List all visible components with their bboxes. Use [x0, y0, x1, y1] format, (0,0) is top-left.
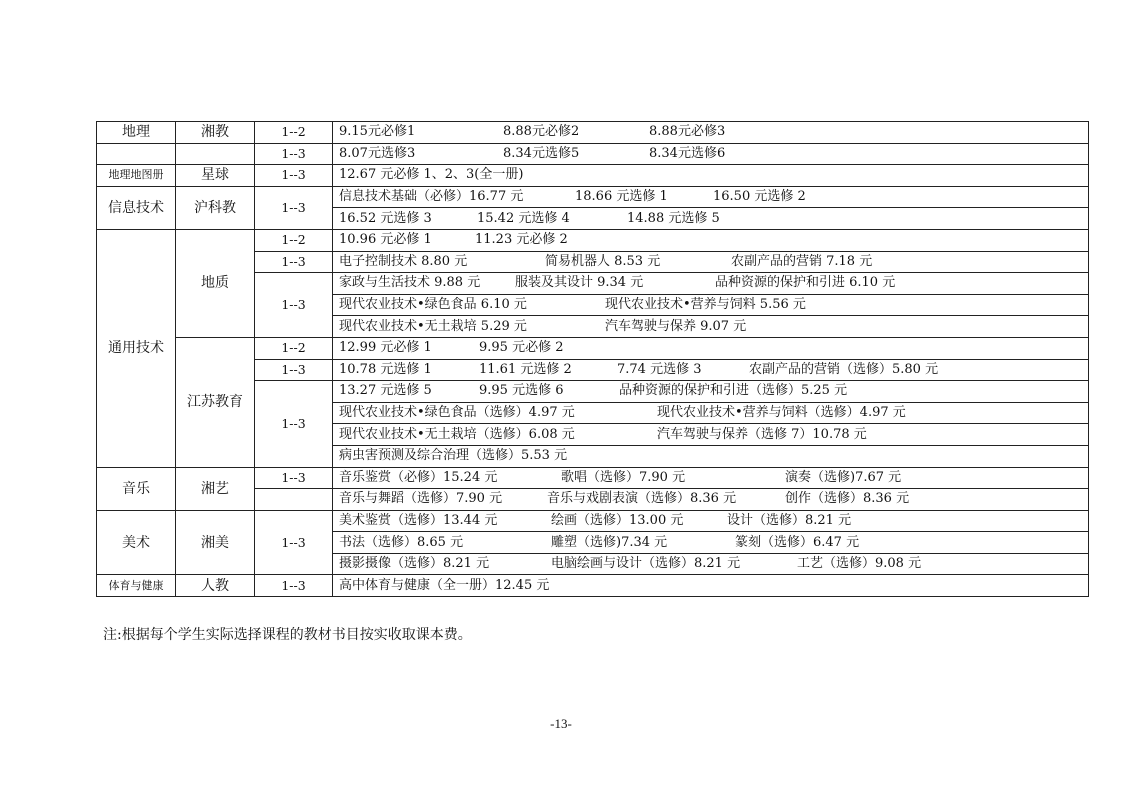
price-item: 创作（选修）8.36 元	[785, 491, 910, 507]
subject-cell: 地理	[97, 122, 176, 144]
price-cell	[333, 273, 1089, 295]
price-item: 18.66 元选修 1	[575, 189, 668, 205]
table-row	[97, 467, 1089, 489]
grade-cell: 1--3	[255, 381, 333, 467]
price-cell	[333, 510, 1089, 532]
price-cell	[333, 424, 1089, 446]
price-item: 8.34元选修6	[649, 145, 726, 161]
price-item: 10.78 元选修 1	[339, 361, 432, 377]
publisher-cell: 星球	[176, 165, 255, 187]
subject-cell: 体育与健康	[97, 575, 176, 597]
price-item: 8.07元选修3	[339, 145, 416, 161]
price-cell	[333, 316, 1089, 338]
publisher-cell: 湘教	[176, 122, 255, 144]
price-item: 9.95 元选修 6	[479, 383, 564, 399]
price-cell	[333, 294, 1089, 316]
price-item: 设计（选修）8.21 元	[727, 512, 852, 528]
price-item: 现代农业技术•无土栽培 5.29 元	[339, 318, 527, 334]
price-item: 9.15元必修1	[339, 124, 416, 140]
grade-cell: 1--3	[255, 143, 333, 165]
price-cell	[333, 122, 1089, 144]
price-item: 15.42 元选修 4	[477, 210, 570, 226]
price-item: 现代农业技术•无土栽培（选修）6.08 元	[339, 426, 575, 442]
table-row	[97, 229, 1089, 251]
price-cell	[333, 381, 1089, 403]
empty-cell	[176, 143, 255, 165]
price-item: 雕塑（选修)7.34 元	[551, 534, 668, 550]
price-cell	[333, 165, 1089, 187]
price-cell	[333, 402, 1089, 424]
price-item: 简易机器人 8.53 元	[545, 253, 661, 269]
price-item: 现代农业技术•绿色食品 6.10 元	[339, 297, 527, 313]
price-cell	[333, 251, 1089, 273]
price-item: 12.99 元必修 1	[339, 340, 432, 356]
price-item: 16.52 元选修 3	[339, 210, 432, 226]
price-item: 汽车驾驶与保养 9.07 元	[605, 318, 747, 334]
empty-cell	[255, 489, 333, 511]
price-item: 电子控制技术 8.80 元	[339, 253, 468, 269]
price-item: 7.74 元选修 3	[617, 361, 702, 377]
price-cell	[333, 445, 1089, 467]
empty-cell	[97, 143, 176, 165]
publisher-cell: 湘美	[176, 510, 255, 575]
price-item: 家政与生活技术 9.88 元	[339, 275, 481, 291]
table-row	[97, 337, 1089, 359]
table-row	[97, 122, 1089, 144]
price-item: 11.23 元必修 2	[475, 232, 568, 248]
price-item: 现代农业技术•营养与饲料 5.56 元	[605, 297, 806, 313]
price-cell	[333, 337, 1089, 359]
price-cell	[333, 532, 1089, 554]
subject-cell: 信息技术	[97, 186, 176, 229]
price-cell	[333, 467, 1089, 489]
price-cell	[333, 229, 1089, 251]
price-item: 篆刻（选修）6.47 元	[735, 534, 860, 550]
price-item: 品种资源的保护和引进 6.10 元	[715, 275, 896, 291]
price-cell	[333, 208, 1089, 230]
price-item: 音乐与戏剧表演（选修）8.36 元	[547, 491, 737, 507]
price-item: 演奏（选修)7.67 元	[785, 469, 902, 485]
grade-cell: 1--3	[255, 251, 333, 273]
textbook-fee-table	[96, 121, 1089, 597]
footnote: 注:根据每个学生实际选择课程的教材书目按实收取课本费。	[103, 627, 472, 643]
price-item: 农副产品的营销（选修）5.80 元	[749, 361, 939, 377]
grade-cell: 1--2	[255, 229, 333, 251]
price-cell	[333, 553, 1089, 575]
price-item: 8.88元必修2	[503, 124, 580, 140]
price-cell	[333, 186, 1089, 208]
price-item: 14.88 元选修 5	[627, 210, 720, 226]
price-item: 8.34元选修5	[503, 145, 580, 161]
grade-cell: 1--3	[255, 575, 333, 597]
price-item: 汽车驾驶与保养（选修 7）10.78 元	[657, 426, 867, 442]
publisher-cell: 江苏教育	[176, 337, 255, 467]
subject-cell: 通用技术	[97, 229, 176, 467]
grade-cell: 1--2	[255, 337, 333, 359]
price-cell	[333, 575, 1089, 597]
price-item: 音乐鉴赏（必修）15.24 元	[339, 469, 498, 485]
subject-cell: 地理地图册	[97, 165, 176, 187]
grade-cell: 1--3	[255, 510, 333, 575]
price-item: 病虫害预测及综合治理（选修）5.53 元	[339, 448, 568, 464]
table-row	[97, 575, 1089, 597]
grade-cell: 1--3	[255, 359, 333, 381]
price-item: 16.50 元选修 2	[713, 189, 806, 205]
price-item: 10.96 元必修 1	[339, 232, 432, 248]
price-item: 9.95 元必修 2	[479, 340, 564, 356]
grade-cell: 1--2	[255, 122, 333, 144]
price-cell	[333, 489, 1089, 511]
subject-cell: 美术	[97, 510, 176, 575]
price-item: 歌唱（选修）7.90 元	[561, 469, 686, 485]
table-row	[97, 143, 1089, 165]
price-item: 现代农业技术•营养与饲料（选修）4.97 元	[657, 405, 906, 421]
table-row	[97, 510, 1089, 532]
publisher-cell: 湘艺	[176, 467, 255, 510]
price-item: 音乐与舞蹈（选修）7.90 元	[339, 491, 503, 507]
price-item: 11.61 元选修 2	[479, 361, 572, 377]
price-item: 8.88元必修3	[649, 124, 726, 140]
grade-cell: 1--3	[255, 467, 333, 489]
price-item: 信息技术基础（必修）16.77 元	[339, 189, 524, 205]
table-row	[97, 165, 1089, 187]
subject-cell: 音乐	[97, 467, 176, 510]
publisher-cell: 地质	[176, 229, 255, 337]
price-item: 美术鉴赏（选修）13.44 元	[339, 512, 498, 528]
price-item: 工艺（选修）9.08 元	[797, 556, 922, 572]
price-item: 13.27 元选修 5	[339, 383, 432, 399]
price-item: 服装及其设计 9.34 元	[515, 275, 644, 291]
price-item: 12.67 元必修 1、2、3(全一册)	[339, 167, 524, 183]
price-item: 电脑绘画与设计（选修）8.21 元	[551, 556, 741, 572]
grade-cell: 1--3	[255, 273, 333, 338]
price-item: 品种资源的保护和引进（选修）5.25 元	[619, 383, 848, 399]
publisher-cell: 沪科教	[176, 186, 255, 229]
page-number: -13-	[550, 716, 572, 731]
grade-cell: 1--3	[255, 165, 333, 187]
grade-cell: 1--3	[255, 186, 333, 229]
price-item: 绘画（选修）13.00 元	[551, 512, 684, 528]
price-item: 现代农业技术•绿色食品（选修）4.97 元	[339, 405, 575, 421]
price-cell	[333, 359, 1089, 381]
table-row	[97, 186, 1089, 208]
publisher-cell: 人教	[176, 575, 255, 597]
price-cell	[333, 143, 1089, 165]
price-item: 农副产品的营销 7.18 元	[731, 253, 873, 269]
price-item: 摄影摄像（选修）8.21 元	[339, 556, 490, 572]
price-item: 书法（选修）8.65 元	[339, 534, 464, 550]
price-item: 高中体育与健康（全一册）12.45 元	[339, 577, 550, 593]
